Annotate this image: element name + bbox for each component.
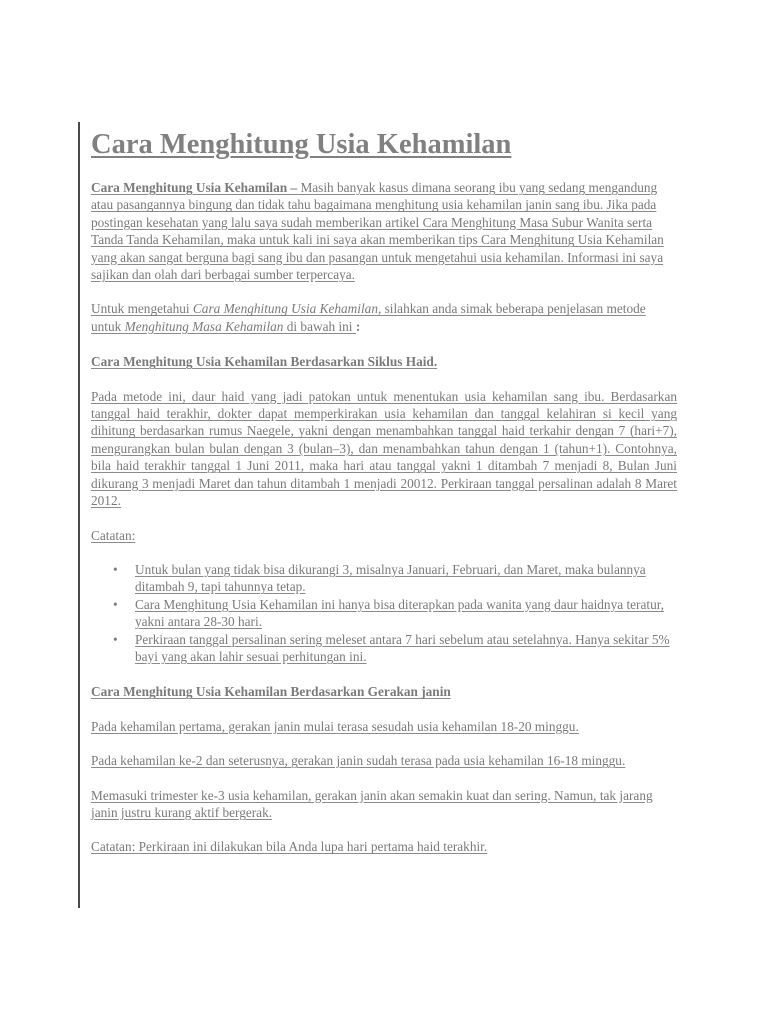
note-text: Cara Menghitung Usia Kehamilan ini hanya bisa diterapkan pada wanita yang daur haidnya teratur, yakni antara 28-30 hari.: [135, 596, 664, 630]
section2-heading-text: Cara Menghitung Usia Kehamilan Berdasarkan Gerakan janin: [91, 684, 451, 700]
bullet-icon: •: [113, 561, 118, 577]
section2-paragraph: [91, 752, 677, 769]
note-text: Perkiraan tanggal persalinan sering meleset antara 7 hari sebelum atau setelahnya. Hanya sekitar 5% bayi yang akan lahir sesuai perhitungan ini.: [135, 631, 670, 664]
notes-label-text: Catatan:: [91, 527, 136, 543]
section1-heading-text: Cara Menghitung Usia Kehamilan Berdasarkan Siklus Haid.: [91, 354, 438, 370]
notes-label: [91, 527, 677, 544]
notes-list: [91, 561, 677, 665]
section2-paragraph-text: Memasuki trimester ke-3 usia kehamilan, gerakan janin akan semakin kuat dan sering. Namun, tak jarang janin justru kurang aktif bergerak.: [91, 787, 653, 820]
section2-note-text: Catatan: Perkiraan ini dilakukan bila Anda lupa hari pertama haid terakhir.: [91, 839, 488, 855]
list-item: [113, 596, 677, 631]
section2-paragraph-text: Pada kehamilan pertama, gerakan janin mulai terasa sesudah usia kehamilan 18-20 minggu.: [91, 718, 579, 734]
section1-heading: [91, 353, 677, 370]
section1-body: [91, 388, 677, 510]
section2-note: [91, 838, 677, 855]
note-text: Untuk bulan yang tidak bisa dikurangi 3, misalnya Januari, Februari, dan Maret, maka bulannya ditambah 9, tapi tahunnya tetap.: [135, 561, 646, 595]
section2-heading: [91, 683, 677, 700]
lead-in-text-2: , silahkan anda simak beberapa penjelasan metode untuk: [91, 301, 646, 334]
intro-text: Masih banyak kasus dimana seorang ibu yang sedang mengandung atau pasangannya bingung dan tidak tahu bagaimana menghitung usia kehamilan janin sang ibu. Jika pada postingan kesehatan yang lalu saya sudah memberikan artikel Cara Menghitung Masa Subur Wanita serta Tanda Tanda Kehamilan, maka untuk kali ini saya akan memberikan tips Cara Menghitung Usia Kehamilan yang akan sangat berguna bagi sang ibu dan pasangan untuk mengetahui usia kehamilan. Informasi ini saya sajikan dan olah dari berbagai sumber terpercaya.: [91, 180, 664, 283]
list-item: [113, 631, 677, 666]
intro-lead: Cara Menghitung Usia Kehamilan –: [91, 180, 298, 195]
lead-in-italic-2: Menghitung Masa Kehamilan: [124, 318, 284, 334]
bullet-icon: •: [113, 631, 118, 647]
section2-paragraph: [91, 718, 677, 735]
intro-paragraph: [91, 179, 677, 283]
list-item: [113, 561, 677, 596]
page-title: Cara Menghitung Usia Kehamilan: [91, 129, 512, 160]
lead-in-text-3: di bawah ini: [283, 318, 356, 334]
section2-paragraph: [91, 787, 677, 822]
section2-paragraph-text: Pada kehamilan ke-2 dan seterusnya, gerakan janin sudah terasa pada usia kehamilan 16-18 minggu.: [91, 753, 626, 769]
article: [91, 120, 677, 856]
bullet-icon: •: [113, 596, 118, 612]
lead-in-text-1: Untuk mengetahui: [91, 301, 193, 317]
lead-in-colon: :: [355, 318, 361, 334]
lead-in-italic-1: Cara Menghitung Usia Kehamilan: [192, 301, 378, 317]
lead-in-paragraph: [91, 300, 677, 335]
section1-body-text: Pada metode ini, daur haid yang jadi patokan untuk menentukan usia kehamilan sang ibu. Berdasarkan tanggal haid terakhir, dokter dapat memperkirakan usia kehamilan dan tanggal kelahiran si kecil yang dihitung berdasarkan rumus Naegele, yakni dengan menambahkan tanggal haid terkahir dengan 7 (hari+7), mengurangkan bulan bulan dengan 3 (bulan–3), dan menambahkan tahun dengan 1 (tahun+1). Contohnya, bila haid terakhir tanggal 1 Juni 2011, maka hari atau tanggal yakni 1 ditambah 7 menjadi 8, Bulan Juni dikurang 3 menjadi Maret dan tahun ditambah 1 menjadi 20012. Perkiraan tanggal persalinan adalah 8 Maret 2012.: [91, 388, 677, 509]
page-margin-line: [78, 122, 80, 908]
